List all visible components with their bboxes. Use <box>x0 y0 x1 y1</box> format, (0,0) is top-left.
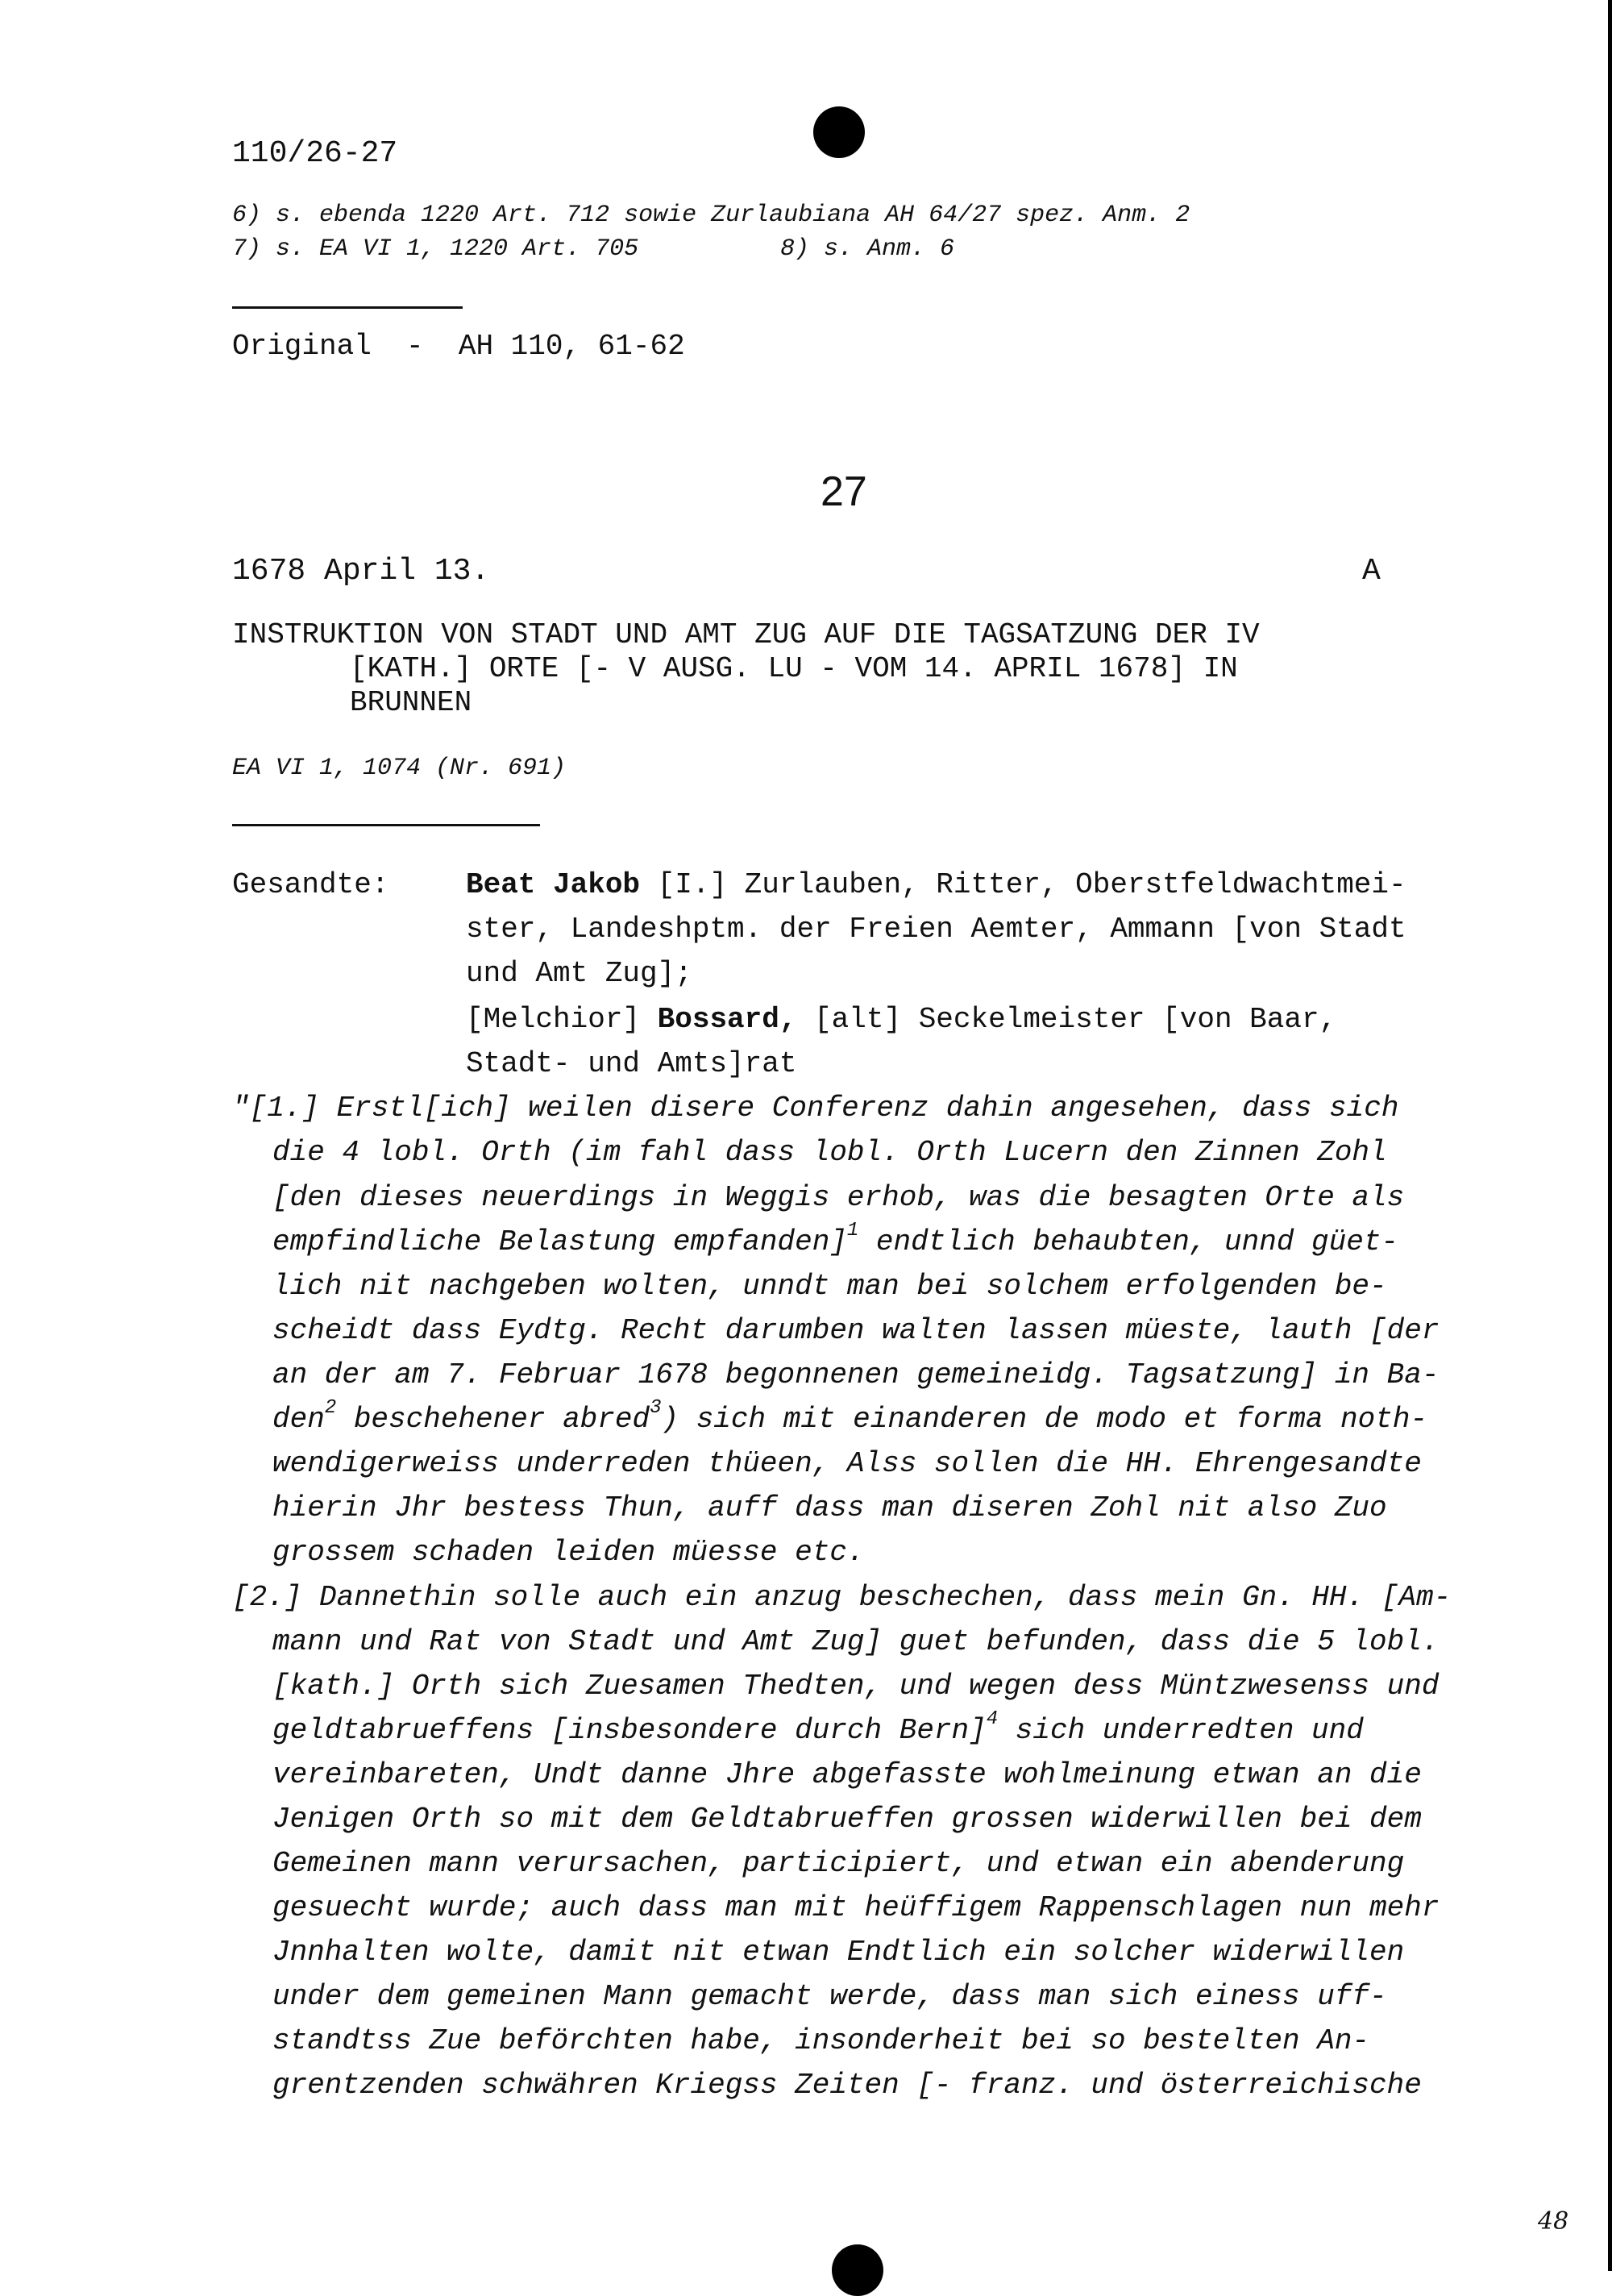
paragraph-1-line-6: scheidt dass Eydtg. Recht darumben walten lassen müeste, lauth [der <box>272 1314 1440 1347</box>
header-divider <box>232 824 540 826</box>
paragraph-1-line-11: grossem schaden leiden müesse etc. <box>272 1536 865 1569</box>
punch-hole-top <box>813 106 865 158</box>
paragraph-1-line-1: "[1.] Erstl[ich] weilen disere Conferenz dahin angesehen, dass sich <box>232 1092 1399 1125</box>
envoy-1-line-2: ster, Landeshptm. der Freien Aemter, Ammann [von Stadt <box>466 913 1406 946</box>
paragraph-1-line-3: [den dieses neuerdings in Weggis erhob, was die besagten Orte als <box>272 1181 1405 1214</box>
footnote-ref-3: 3 <box>650 1397 662 1419</box>
envoy-2-name: Bossard, <box>657 1003 797 1036</box>
document-marker: A <box>1362 554 1381 589</box>
edition-reference: EA VI 1, 1074 (Nr. 691) <box>232 755 567 782</box>
paragraph-1-line-8-c: ) sich mit einanderen de modo et forma noth- <box>661 1403 1428 1436</box>
paragraph-2-line-2: mann und Rat von Stadt und Amt Zug] guet befunden, dass die 5 lobl. <box>272 1625 1440 1658</box>
envoy-1-title: [I.] Zurlauben, Ritter, Oberstfeldwachtmei- <box>640 868 1406 901</box>
document-title-line-1: INSTRUKTION VON STADT UND AMT ZUG AUF DIE TAGSATZUNG DER IV <box>232 618 1260 651</box>
footnote-7: 7) s. EA VI 1, 1220 Art. 705 <box>232 235 639 263</box>
paragraph-1-line-10: hierin Jhr bestess Thun, auff dass man diseren Zohl nit also Zuo <box>272 1491 1387 1524</box>
paragraph-1-line-4-text: empfindliche Belastung empfanden] <box>272 1225 847 1258</box>
document-date: 1678 April 13. <box>232 554 490 589</box>
paragraph-2-line-7: Gemeinen mann verursachen, participiert, und etwan ein abenderung <box>272 1847 1405 1880</box>
footnote-ref-2: 2 <box>324 1397 337 1419</box>
envoy-2-line-1 <box>466 1005 1336 1034</box>
footnote-divider <box>232 306 463 309</box>
paragraph-2-line-6: Jenigen Orth so mit dem Geldtabrueffen grossen widerwillen bei dem <box>272 1803 1422 1836</box>
paragraph-2-line-4 <box>272 1708 1364 1747</box>
handwritten-page-number: 48 <box>1538 2207 1569 2236</box>
envoys-label: Gesandte: <box>232 868 389 901</box>
document-number: 27 <box>821 468 867 515</box>
paragraph-2-line-4-text: geldtabrueffens [insbesondere durch Bern] <box>272 1714 987 1747</box>
paragraph-2-line-8: gesuecht wurde; auch dass man mit heüffigem Rappenschlagen nun mehr <box>272 1891 1440 1924</box>
footnote-6: 6) s. ebenda 1220 Art. 712 sowie Zurlaubiana AH 64/27 spez. Anm. 2 <box>232 202 1190 229</box>
paragraph-1-line-5: lich nit nachgeben wolten, unndt man bei solchem erfolgenden be- <box>272 1270 1387 1303</box>
document-title-line-2: [KATH.] ORTE [- V AUSG. LU - VOM 14. APRIL 1678] IN <box>350 652 1238 685</box>
envoy-2-line-2: Stadt- und Amts]rat <box>466 1047 797 1080</box>
paragraph-1-line-4 <box>272 1220 1399 1258</box>
footnote-ref-4: 4 <box>986 1708 999 1730</box>
punch-hole-bottom <box>832 2244 883 2296</box>
original-source: Original - AH 110, 61-62 <box>232 330 685 363</box>
paragraph-1-line-2: die 4 lobl. Orth (im fahl dass lobl. Orth Lucern den Zinnen Zohl <box>272 1136 1387 1169</box>
paragraph-2-line-9: Jnnhalten wolte, damit nit etwan Endtlich ein solcher widerwillen <box>272 1936 1405 1969</box>
paragraph-2-line-11: standtss Zue beförchten habe, insonderheit bei so bestelten An- <box>272 2024 1370 2057</box>
envoy-2-title: [alt] Seckelmeister [von Baar, <box>796 1003 1337 1036</box>
envoy-2-prefix: [Melchior] <box>466 1003 658 1036</box>
paragraph-2-line-5: vereinbareten, Undt danne Jhre abgefasste wohlmeinung etwan an die <box>272 1758 1422 1791</box>
paragraph-2-line-3: [kath.] Orth sich Zuesamen Thedten, und wegen dess Müntzwesenss und <box>272 1670 1440 1703</box>
archive-reference: 110/26-27 <box>232 136 398 171</box>
envoy-1-line-3: und Amt Zug]; <box>466 957 692 990</box>
paragraph-2-line-4-rest: sich underredten und <box>998 1714 1364 1747</box>
footnote-ref-1: 1 <box>846 1220 859 1242</box>
paragraph-1-line-8-a: den <box>272 1403 325 1436</box>
paragraph-2-line-10: under dem gemeinen Mann gemacht werde, dass man sich einess uff- <box>272 1980 1387 2013</box>
paragraph-2-line-1: [2.] Dannethin solle auch ein anzug beschechen, dass mein Gn. HH. [Am- <box>232 1581 1452 1614</box>
paragraph-1-line-4-rest: endtlich behaubten, unnd güet- <box>858 1225 1399 1258</box>
paragraph-2-line-12: grentzenden schwähren Kriegss Zeiten [- franz. und österreichische <box>272 2069 1422 2102</box>
envoy-1-line-1 <box>466 868 1406 901</box>
paragraph-1-line-8 <box>272 1397 1428 1436</box>
envoy-1-name: Beat Jakob <box>466 868 641 901</box>
document-title-line-3: BRUNNEN <box>350 686 472 719</box>
paragraph-1-line-9: wendigerweiss underreden thüeen, Alss sollen die HH. Ehrengesandte <box>272 1447 1422 1480</box>
paragraph-1-line-8-b: beschehener abred <box>336 1403 650 1436</box>
footnote-8: 8) s. Anm. 6 <box>780 235 955 263</box>
paragraph-1-line-7: an der am 7. Februar 1678 begonnenen gemeineidg. Tagsatzung] in Ba- <box>272 1358 1440 1391</box>
